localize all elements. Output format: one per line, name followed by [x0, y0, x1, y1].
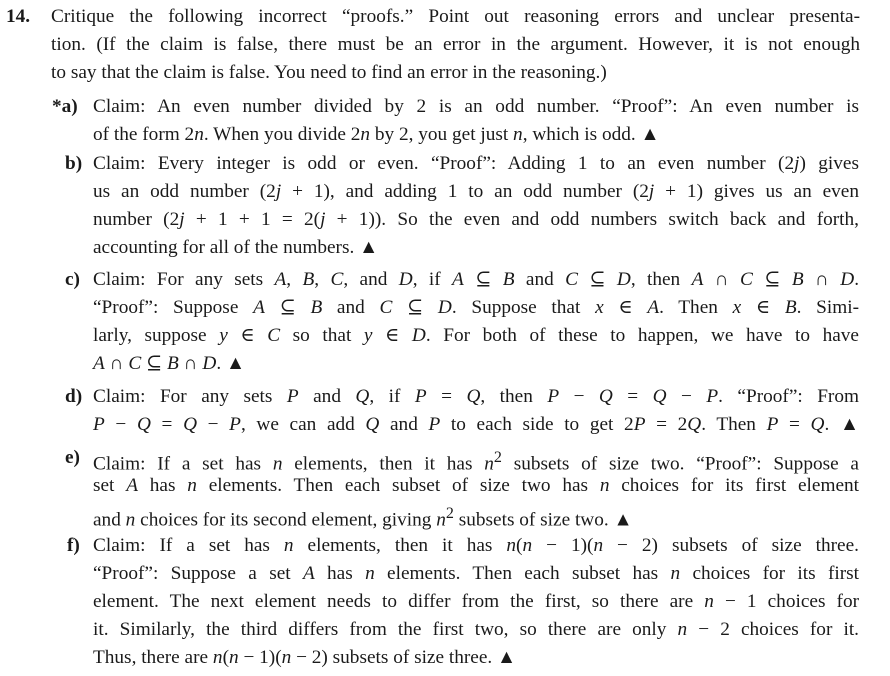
item-e-line: and n choices for its second element, giving $n^2$ subsets of size two. ▲ [93, 505, 633, 531]
item-b-line: number (2j + 1 + 1 = 2(j + 1)). So the even and odd numbers switch back and forth, [93, 209, 859, 230]
item-a-line: of the form 2n. When you divide 2n by 2, you get just n, which is odd. ▲ [93, 124, 660, 145]
item-b-line: us an odd number (2j + 1), and adding 1 to an odd number (2j + 1) gives us an even [93, 181, 860, 202]
item-f-line: element. The next element needs to differ from the first, so there are n − 1 choices for [93, 591, 860, 612]
item-b-line: accounting for all of the numbers. ▲ [93, 237, 379, 258]
item-b-line: Claim: Every integer is odd or even. “Proof”: Adding 1 to an even number (2j) gives [93, 153, 859, 174]
item-f-line: “Proof”: Suppose a set A has n elements. Then each subset has n choices for its first [93, 563, 860, 584]
intro-line: to say that the claim is false. You need to find an error in the reasoning.) [51, 62, 607, 83]
item-f-line: Claim: If a set has n elements, then it has n(n − 1)(n − 2) subsets of size three. [93, 535, 859, 556]
item-d-line: P − Q = Q − P, we can add Q and P to each side to get 2P = 2Q. Then P = Q. ▲ [93, 414, 860, 435]
item-label-d: d) [65, 386, 83, 407]
intro-line: Critique the following incorrect “proofs.” Point out reasoning errors and unclear presenta- [51, 6, 860, 27]
item-a-line: Claim: An even number divided by 2 is an odd number. “Proof”: An even number is [93, 96, 859, 117]
item-e-line: set A has n elements. Then each subset of size two has n choices for its first element [93, 475, 859, 496]
item-label-b: b) [65, 153, 83, 174]
item-d-line: Claim: For any sets P and Q, if P = Q, then P − Q = Q − P. “Proof”: From [93, 386, 859, 407]
item-c-line: “Proof”: Suppose A ⊆ B and C ⊆ D. Suppose that x ∈ A. Then x ∈ B. Simi- [93, 297, 860, 318]
item-label-e: e) [65, 447, 80, 468]
item-label-a: *a) [52, 96, 78, 117]
problem-number: 14. [6, 6, 31, 27]
item-f-line: it. Similarly, the third differs from the first two, so there are only n − 2 choices for it. [93, 619, 860, 640]
intro-line: tion. (If the claim is false, there must be an error in the argument. However, it is not enough [51, 34, 860, 55]
item-label-c: c) [65, 269, 80, 290]
item-label-f: f) [67, 535, 80, 556]
item-e-line: Claim: If a set has n elements, then it has $n^2$ subsets of size two. “Proof”: Suppose a [93, 449, 859, 475]
item-c-line: A ∩ C ⊆ B ∩ D. ▲ [93, 353, 246, 374]
item-f-line: Thus, there are n(n − 1)(n − 2) subsets of size three. ▲ [93, 647, 517, 668]
item-c-line: Claim: For any sets A, B, C, and D, if A ⊆ B and C ⊆ D, then A ∩ C ⊆ B ∩ D. [93, 269, 860, 290]
item-c-line: larly, suppose y ∈ C so that y ∈ D. For both of these to happen, we have to have [93, 325, 859, 346]
